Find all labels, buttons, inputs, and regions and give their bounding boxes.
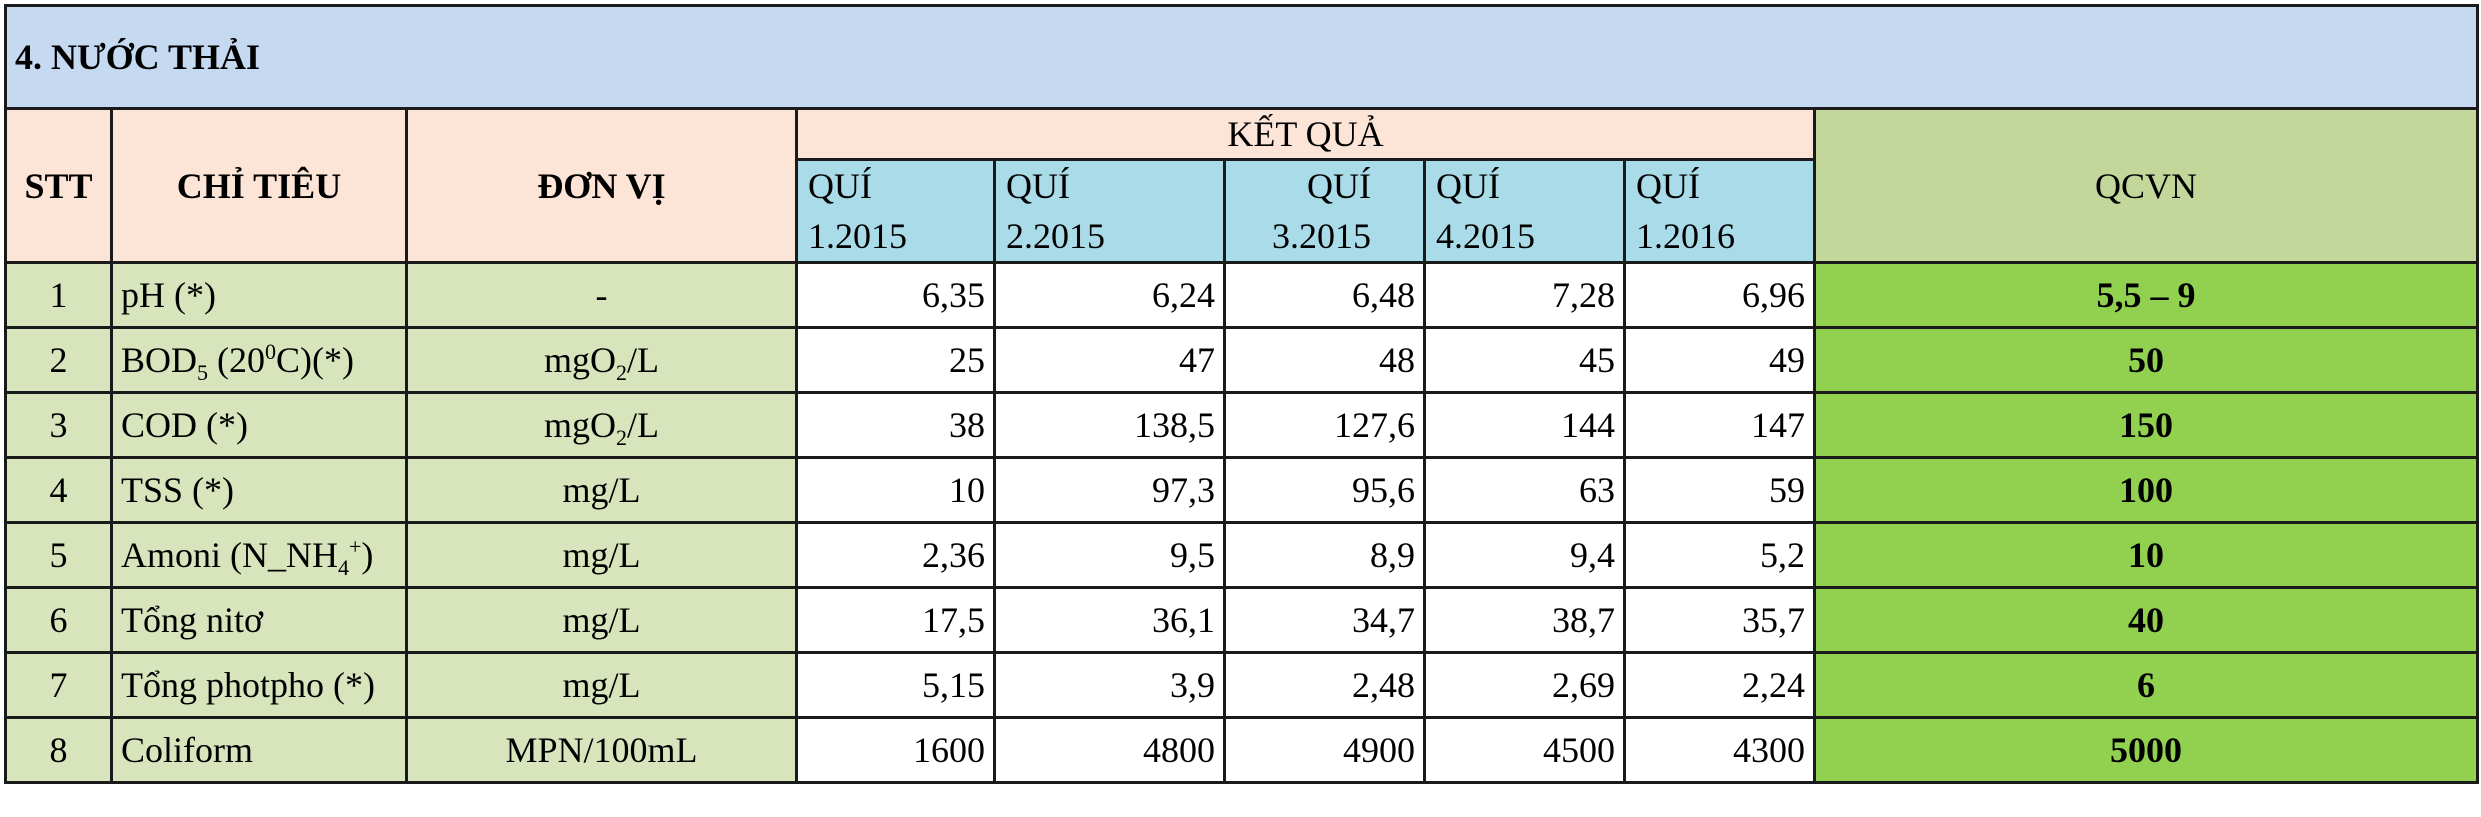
row-value-quarter-3: 34,7 [1225,588,1425,653]
row-unit: mg/L [407,458,797,523]
header-quarter-1 [797,160,995,263]
row-value-quarter-4: 63 [1425,458,1625,523]
row-value-quarter-2: 6,24 [995,263,1225,328]
row-value-quarter-2: 97,3 [995,458,1225,523]
table-row [6,393,2478,458]
row-parameter [112,523,407,588]
row-value-quarter-4: 2,69 [1425,653,1625,718]
text-part: C)(*) [276,340,354,380]
text-part: /L [627,340,659,380]
table-row [6,263,2478,328]
row-unit [407,393,797,458]
row-unit [407,328,797,393]
row-value-quarter-2: 138,5 [995,393,1225,458]
row-stt: 1 [6,263,112,328]
header-chi-tieu: CHỈ TIÊU [112,109,407,263]
row-parameter: Tổng photpho (*) [112,653,407,718]
table-title: 4. NƯỚC THẢI [6,6,2478,109]
row-value-quarter-5: 35,7 [1625,588,1815,653]
row-parameter: Tổng nitơ [112,588,407,653]
row-value-quarter-3: 95,6 [1225,458,1425,523]
row-value-quarter-4: 9,4 [1425,523,1625,588]
text-part: BOD [121,340,198,380]
row-qcvn-limit: 40 [1815,588,2478,653]
table-row [6,523,2478,588]
quarter-label: QUÍ [808,166,872,206]
row-value-quarter-2: 47 [995,328,1225,393]
row-value-quarter-5: 59 [1625,458,1815,523]
row-qcvn-limit: 100 [1815,458,2478,523]
row-parameter: Coliform [112,718,407,783]
row-value-quarter-1: 10 [797,458,995,523]
subscript: 5 [197,360,209,386]
subscript: 4 [337,555,349,581]
header-quarter-2 [995,160,1225,263]
row-qcvn-limit: 5,5 – 9 [1815,263,2478,328]
row-value-quarter-1: 5,15 [797,653,995,718]
quarter-period: 3.2015 [1272,216,1371,256]
header-quarter-5 [1625,160,1815,263]
row-value-quarter-1: 38 [797,393,995,458]
text-part: Amoni (N_NH [121,535,338,575]
subscript: 2 [616,360,627,386]
subscript: 2 [616,425,627,451]
table-row [6,718,2478,783]
row-parameter: TSS (*) [112,458,407,523]
row-value-quarter-1: 17,5 [797,588,995,653]
row-value-quarter-3: 4900 [1225,718,1425,783]
row-value-quarter-3: 6,48 [1225,263,1425,328]
superscript: 0 [265,339,277,364]
row-unit: mg/L [407,653,797,718]
header-quarter-3 [1225,160,1425,263]
row-value-quarter-3: 127,6 [1225,393,1425,458]
row-value-quarter-4: 45 [1425,328,1625,393]
quarter-label: QUÍ [1307,166,1371,206]
row-parameter: COD (*) [112,393,407,458]
row-unit: mg/L [407,588,797,653]
header-qcvn: QCVN [1815,109,2478,263]
text-part: (20 [208,340,266,380]
row-value-quarter-4: 7,28 [1425,263,1625,328]
quarter-label: QUÍ [1006,166,1070,206]
row-value-quarter-1: 1600 [797,718,995,783]
text-part: ) [361,535,374,575]
row-stt: 5 [6,523,112,588]
table-row [6,458,2478,523]
quarter-period: 4.2015 [1436,216,1535,256]
row-parameter: pH (*) [112,263,407,328]
superscript: + [348,534,362,559]
row-qcvn-limit: 150 [1815,393,2478,458]
row-value-quarter-3: 2,48 [1225,653,1425,718]
quarter-period: 1.2015 [808,216,907,256]
row-unit: MPN/100mL [407,718,797,783]
row-value-quarter-3: 48 [1225,328,1425,393]
row-value-quarter-2: 4800 [995,718,1225,783]
row-value-quarter-2: 3,9 [995,653,1225,718]
row-parameter [112,328,407,393]
wastewater-table [4,4,2479,784]
header-quarter-4 [1425,160,1625,263]
row-value-quarter-4: 4500 [1425,718,1625,783]
table-row [6,653,2478,718]
text-part: /L [627,405,659,445]
row-qcvn-limit: 5000 [1815,718,2478,783]
text-part: mgO [544,405,616,445]
quarter-label: QUÍ [1436,166,1500,206]
row-value-quarter-5: 6,96 [1625,263,1815,328]
header-ket-qua: KẾT QUẢ [797,109,1815,160]
row-value-quarter-4: 144 [1425,393,1625,458]
row-stt: 4 [6,458,112,523]
row-value-quarter-3: 8,9 [1225,523,1425,588]
row-qcvn-limit: 6 [1815,653,2478,718]
row-value-quarter-2: 36,1 [995,588,1225,653]
row-stt: 7 [6,653,112,718]
row-value-quarter-2: 9,5 [995,523,1225,588]
row-qcvn-limit: 10 [1815,523,2478,588]
row-value-quarter-5: 2,24 [1625,653,1815,718]
row-value-quarter-1: 25 [797,328,995,393]
header-don-vi: ĐƠN VỊ [407,109,797,263]
quarter-period: 2.2015 [1006,216,1105,256]
row-unit: mg/L [407,523,797,588]
row-value-quarter-4: 38,7 [1425,588,1625,653]
table-row [6,328,2478,393]
row-value-quarter-5: 4300 [1625,718,1815,783]
table-row [6,588,2478,653]
row-stt: 8 [6,718,112,783]
quarter-period: 1.2016 [1636,216,1735,256]
row-value-quarter-5: 49 [1625,328,1815,393]
row-stt: 2 [6,328,112,393]
row-value-quarter-5: 5,2 [1625,523,1815,588]
header-stt: STT [6,109,112,263]
row-qcvn-limit: 50 [1815,328,2478,393]
row-unit: - [407,263,797,328]
text-part: mgO [544,340,616,380]
row-stt: 3 [6,393,112,458]
quarter-label: QUÍ [1636,166,1700,206]
row-value-quarter-5: 147 [1625,393,1815,458]
row-value-quarter-1: 6,35 [797,263,995,328]
row-value-quarter-1: 2,36 [797,523,995,588]
row-stt: 6 [6,588,112,653]
